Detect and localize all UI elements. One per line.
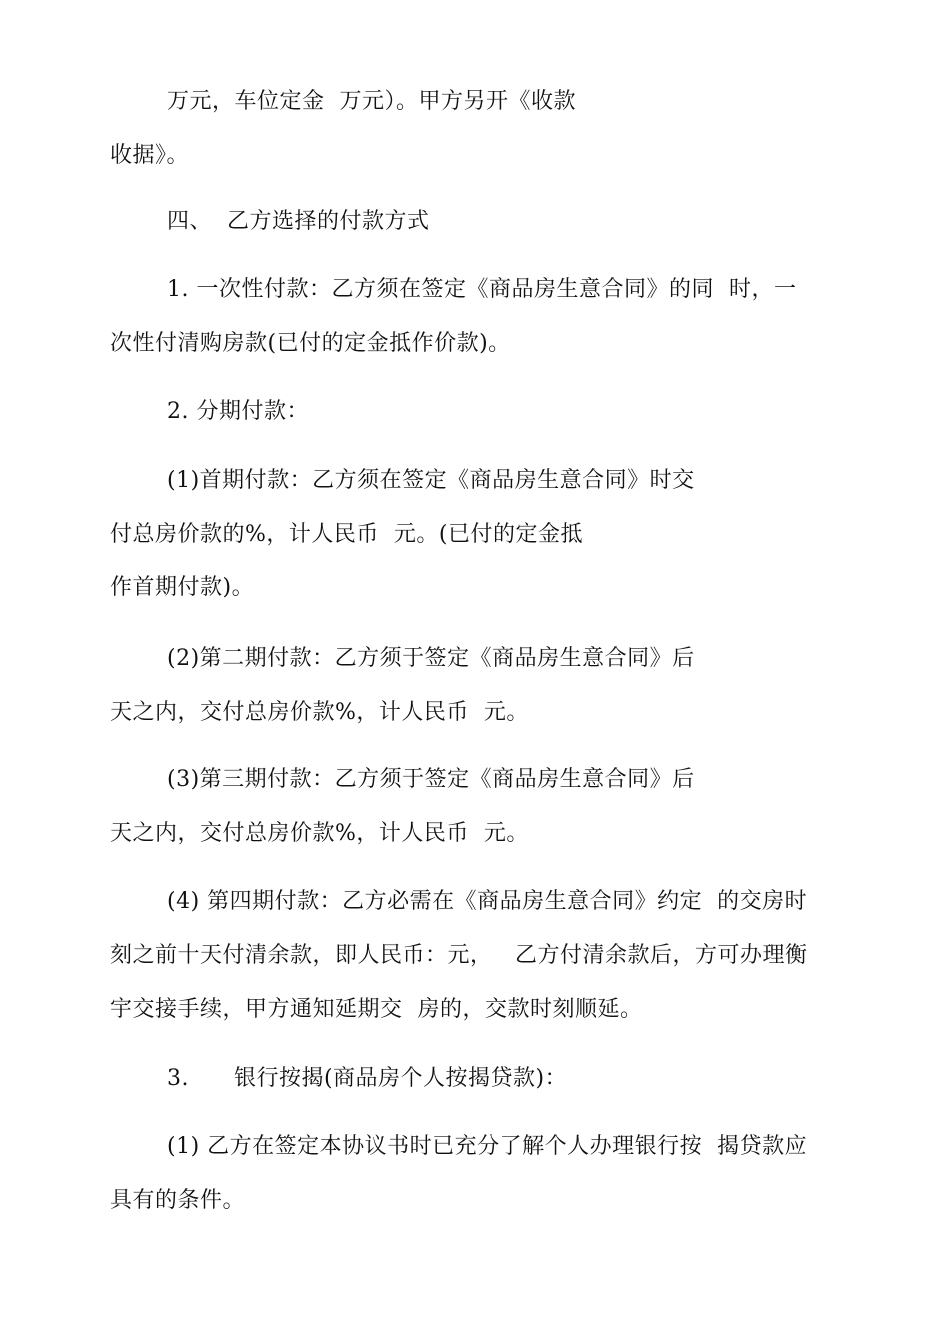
text-line: 作首期付款)。 bbox=[110, 575, 255, 600]
text-line: 次性付清购房款(已付的定金抵作价款)。 bbox=[110, 331, 511, 356]
text-line: 万元，车位定金 万元）。甲方另开《收款 bbox=[167, 89, 576, 114]
section-heading: 四、 乙方选择的付款方式 bbox=[167, 209, 430, 234]
text-line: (3)第三期付款：乙方须于签定《商品房生意合同》后 bbox=[167, 767, 695, 792]
text-line: 收据》。 bbox=[110, 143, 190, 168]
text-line: 天之内，交付总房价款%，计人民币 元。 bbox=[110, 700, 529, 725]
text-line: (1)首期付款：乙方须在签定《商品房生意合同》时交 bbox=[167, 468, 695, 493]
text-line: 付总房价款的%，计人民币 元。(已付的定金抵 bbox=[110, 522, 583, 547]
text-line: 1. 一次性付款：乙方须在签定《商品房生意合同》的同 时，一 bbox=[167, 277, 797, 302]
text-line: (4) 第四期付款：乙方必需在《商品房生意合同》约定 的交房时 bbox=[167, 889, 808, 914]
text-line: 2. 分期付款： bbox=[167, 399, 309, 424]
text-line: 天之内，交付总房价款%，计人民币 元。 bbox=[110, 821, 529, 846]
section-heading: 3. 银行按揭(商品房个人按揭贷款)： bbox=[167, 1066, 568, 1091]
text-line: (1) 乙方在签定本协议书时已充分了解个人办理银行按 揭贷款应 bbox=[167, 1134, 808, 1159]
text-line: 宇交接手续，甲方通知延期交 房的，交款时刻顺延。 bbox=[110, 997, 643, 1022]
text-line: (2)第二期付款：乙方须于签定《商品房生意合同》后 bbox=[167, 646, 695, 671]
text-line: 具有的条件。 bbox=[110, 1188, 246, 1213]
text-line: 刻之前十天付清余款，即人民币：元， 乙方付清余款后，方可办理衡 bbox=[110, 943, 808, 968]
